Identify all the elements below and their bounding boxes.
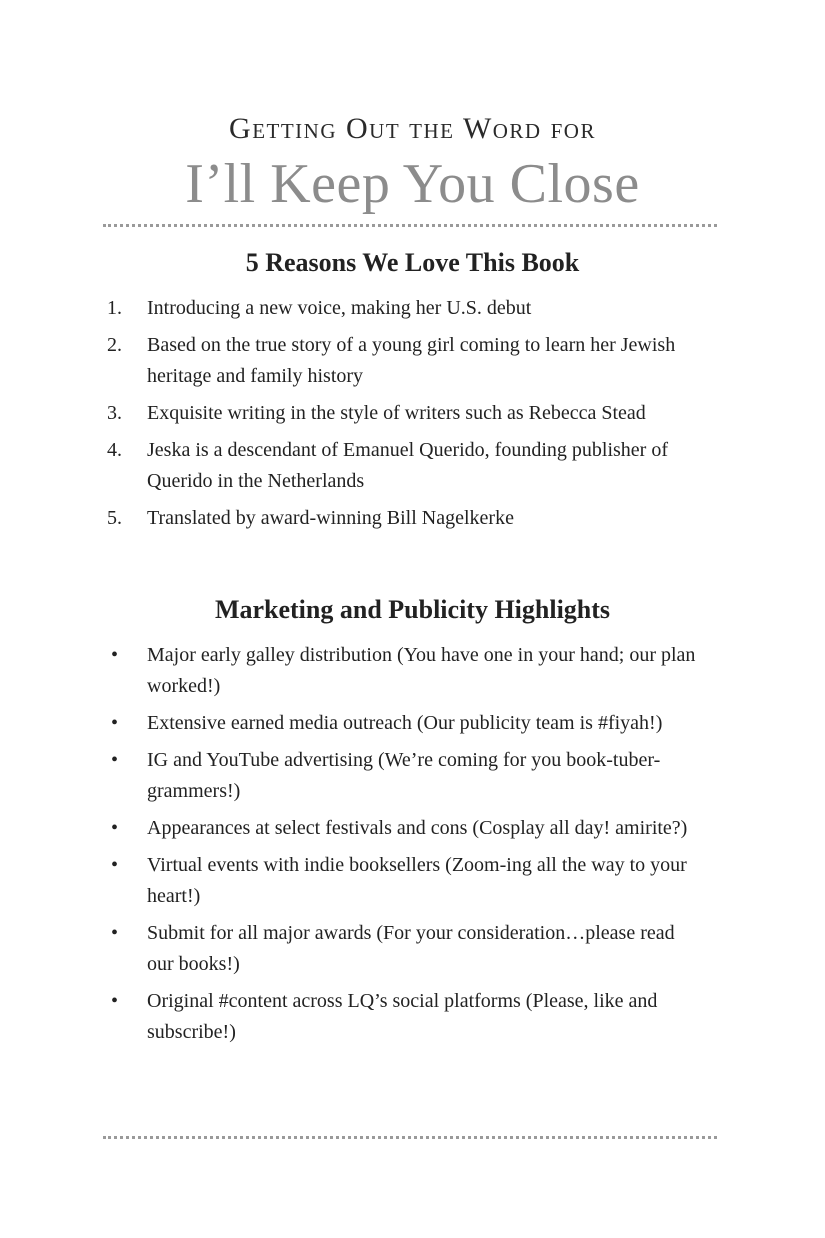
bullet-icon: • [111,854,119,876]
bullet-icon: • [111,817,119,839]
marketing-heading: Marketing and Publicity Highlights [214,595,611,624]
dotted-divider-bottom [103,1136,717,1139]
marketing-list [103,640,703,1054]
list-number: 3. [107,402,122,424]
page-kicker: Getting Out the Word for [229,112,596,145]
list-item [103,745,703,807]
bullet-icon: • [111,712,119,734]
list-item [103,503,703,534]
reasons-heading: 5 Reasons We Love This Book [245,248,580,277]
bullet-icon: • [111,922,119,944]
list-item [103,986,703,1048]
reasons-list [103,293,703,540]
list-item-text: Appearances at select festivals and cons (Cosplay all day! amirite?) [147,817,688,839]
list-item [103,293,703,324]
list-item-text: IG and YouTube advertising (We’re coming for you book-tuber-grammers!) [147,749,661,802]
list-item-text: Based on the true story of a young girl coming to learn her Jewish heritage and family history [147,334,676,387]
list-item [103,708,703,739]
bullet-icon: • [111,644,119,666]
list-item-text: Submit for all major awards (For your consideration…please read our books!) [147,922,675,975]
list-item-text: Virtual events with indie booksellers (Zoom-ing all the way to your heart!) [147,854,687,907]
dotted-divider-top [103,224,717,227]
list-item-text: Jeska is a descendant of Emanuel Querido, founding publisher of Querido in the Netherlands [147,439,668,492]
list-number: 2. [107,334,122,356]
book-title: I’ll Keep You Close [185,153,640,215]
list-item [103,640,703,702]
bullet-icon: • [111,749,119,771]
list-item-text: Translated by award-winning Bill Nagelkerke [147,507,514,529]
list-item-text: Original #content across LQ’s social platforms (Please, like and subscribe!) [147,990,658,1043]
bullet-icon: • [111,990,119,1012]
list-item-text: Extensive earned media outreach (Our publicity team is #fiyah!) [147,712,663,734]
list-item [103,813,703,844]
list-number: 1. [107,297,122,319]
list-number: 5. [107,507,122,529]
list-item [103,850,703,912]
list-item [103,398,703,429]
list-item [103,435,703,497]
list-item-text: Major early galley distribution (You have one in your hand; our plan worked!) [147,644,696,697]
list-item [103,330,703,392]
list-number: 4. [107,439,122,461]
list-item-text: Exquisite writing in the style of writers such as Rebecca Stead [147,402,646,424]
list-item-text: Introducing a new voice, making her U.S. debut [147,297,532,319]
list-item [103,918,703,980]
